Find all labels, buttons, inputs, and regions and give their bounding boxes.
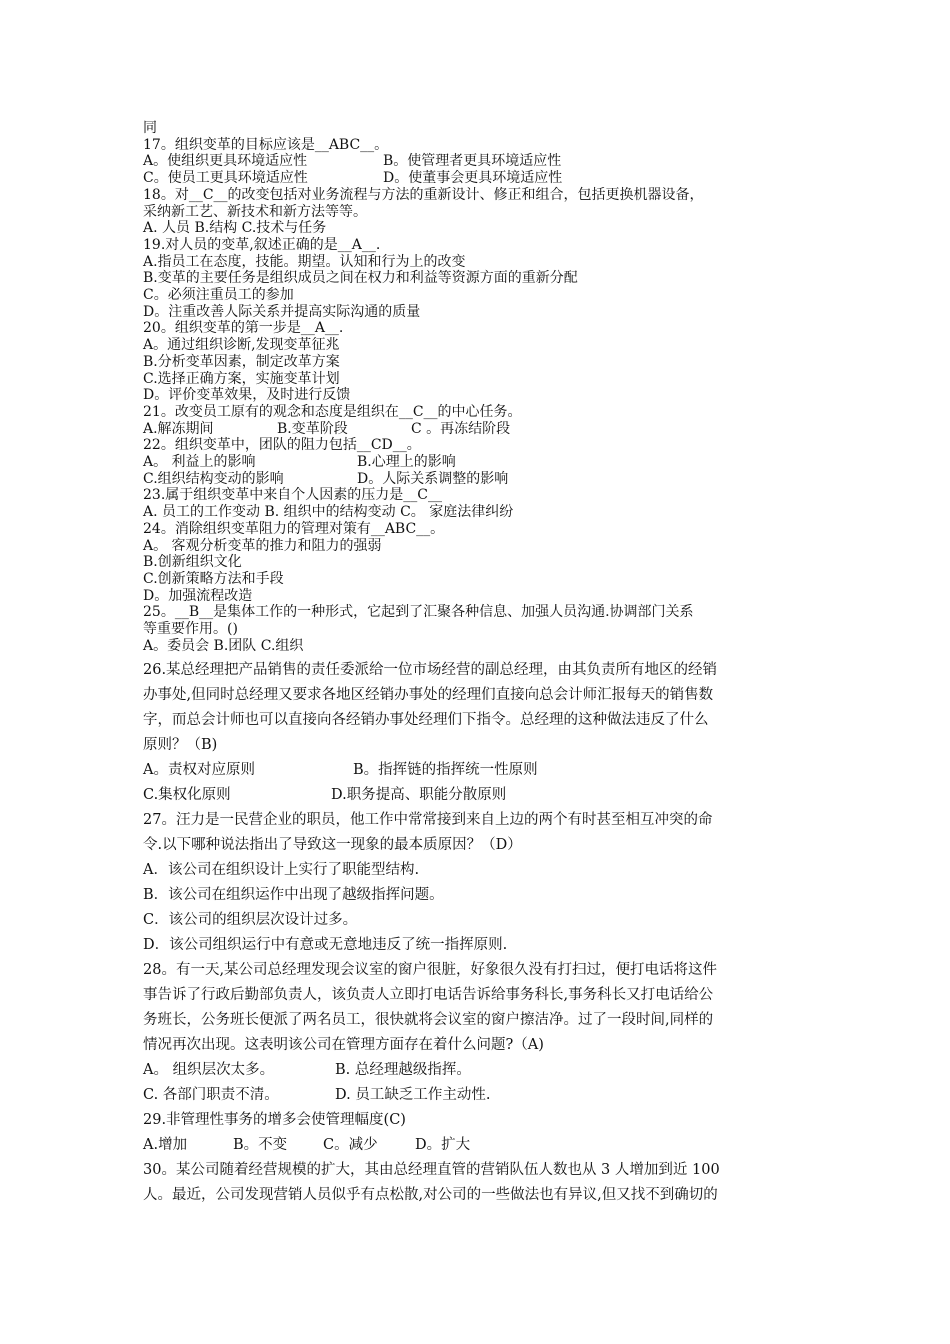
q20-option-d: D。评价变革效果，及时进行反馈: [143, 387, 351, 404]
q24-stem: 24。消除组织变革阻力的管理对策有__ABC__。: [143, 520, 445, 537]
q26-stem-line3: 字，而总会计师也可以直接向各经销办事处经理们下指令。总经理的这种做法违反了什么: [143, 711, 709, 728]
q17-option-c: C。使员工更具环境适应性: [143, 170, 308, 187]
q26-options-row2: [143, 783, 818, 808]
q24-option-c: C.创新策略方法和手段: [143, 570, 284, 587]
q20-option-a: A。通过组织诊断,发现变革征兆: [143, 337, 340, 354]
q18-stem-line2: 采纳新工艺、新技术和新方法等等。: [143, 203, 367, 220]
q28-stem-line3: 务班长，公务班长便派了两名员工，很快就将会议室的窗户擦洁净。过了一段时间,同样的: [143, 1011, 714, 1028]
q29-stem: 29.非管理性事务的增多会使管理幅度(C): [143, 1111, 406, 1128]
q28-option-b: B. 总经理越级指挥。: [335, 1061, 471, 1078]
q26-stem-line2: 办事处,但同时总经理又要求各地区经销办事处的经理们直接向总会计师汇报每天的销售数: [143, 686, 714, 703]
document-page: [143, 120, 818, 1208]
q29-options: [143, 1133, 818, 1158]
q19-option-a: A.指员工在态度，技能。期望。认知和行为上的改变: [143, 253, 466, 270]
q17-options-row1: [143, 153, 818, 170]
q21-option-b: B.变革阶段: [277, 420, 348, 437]
q19-option-b: B.变革的主要任务是组织成员之间在权力和利益等资源方面的重新分配: [143, 270, 578, 287]
q17-options-row2: [143, 170, 818, 187]
q21-stem: 21。改变员工原有的观念和态度是组织在__C__的中心任务。: [143, 403, 522, 420]
line-continuation: 同: [143, 120, 157, 136]
q26-stem-line4: 原则？（B): [143, 736, 218, 753]
q25-options: A。委员会 B.团队 C.组织: [143, 637, 304, 654]
q21-option-a: A.解冻期间: [143, 420, 214, 437]
q26-options-row1: [143, 758, 818, 783]
q28-options-row1: [143, 1058, 818, 1083]
q26-option-d: D.职务提高、职能分散原则: [331, 786, 507, 803]
q26-stem-line1: 26.某总经理把产品销售的责任委派给一位市场经营的副总经理，由其负责所有地区的经销: [143, 661, 718, 678]
q28-option-d: D. 员工缺乏工作主动性.: [335, 1086, 491, 1103]
q18-stem-line1: 18。对__C__的改变包括对业务流程与方法的重新设计、修正和组合，包括更换机器设备，: [143, 186, 704, 203]
q19-option-d: D。注重改善人际关系并提高实际沟通的质量: [143, 303, 421, 320]
q27-option-b: B．该公司在组织运作中出现了越级指挥问题。: [143, 886, 444, 903]
q17-option-b: B。使管理者更具环境适应性: [383, 153, 562, 170]
q22-options-row2: [143, 471, 818, 488]
q17-option-d: D。使董事会更具环境适应性: [383, 170, 563, 187]
q29-option-c: C。减少: [323, 1136, 378, 1153]
q23-stem: 23.属于组织变革中来自个人因素的压力是__C__: [143, 487, 442, 504]
q20-option-b: B.分析变革因素，制定改革方案: [143, 353, 340, 370]
q28-options-row2: [143, 1083, 818, 1108]
q21-option-c: C 。再冻结阶段: [411, 420, 511, 437]
q22-option-b: B.心理上的影响: [357, 454, 456, 471]
q24-option-a: A。 客观分析变革的推力和阻力的强弱: [143, 537, 382, 554]
q21-options: [143, 421, 818, 438]
q30-stem-line2: 人。最近，公司发现营销人员似乎有点松散,对公司的一些做法也有异议,但又找不到确切的: [143, 1186, 718, 1203]
q23-options: A. 员工的工作变动 B. 组织中的结构变动 C。 家庭法律纠纷: [143, 504, 514, 521]
q26-option-c: C.集权化原则: [143, 786, 231, 803]
q29-option-b: B。不变: [233, 1136, 288, 1153]
q19-option-c: C。必须注重员工的参加: [143, 287, 294, 304]
q27-option-a: A．该公司在组织设计上实行了职能型结构.: [143, 861, 420, 878]
q17-stem: 17。组织变革的目标应该是__ABC__。: [143, 136, 389, 153]
q27-stem-line2: 令.以下哪种说法指出了导致这一现象的最本质原因？（D）: [143, 836, 522, 853]
q22-option-c: C.组织结构变动的影响: [143, 470, 284, 487]
q28-stem-line2: 事告诉了行政后勤部负责人，该负责人立即打电话告诉给事务科长,事务科长又打电话给公: [143, 986, 714, 1003]
q19-stem: 19.对人员的变革,叙述正确的是__A__.: [143, 236, 381, 253]
q29-option-a: A.增加: [143, 1136, 188, 1153]
q28-stem-line4: 情况再次出现。这表明该公司在管理方面存在着什么问题?（A): [143, 1036, 544, 1053]
q22-option-d: D。人际关系调整的影响: [357, 470, 509, 487]
q30-stem-line1: 30。某公司随着经营规模的扩大，其由总经理直管的营销队伍人数也从 3 人增加到近 100: [143, 1161, 720, 1178]
q26-option-b: B。指挥链的指挥统一性原则: [353, 761, 538, 778]
q25-stem-line1: 25。__B__是集体工作的一种形式，它起到了汇聚各种信息、加强人员沟通.协调部门关系: [143, 604, 694, 621]
q25-stem-line2: 等重要作用。(): [143, 621, 238, 638]
q28-option-a: A。 组织层次太多。: [143, 1061, 275, 1078]
q27-option-d: D．该公司组织运行中有意或无意地违反了统一指挥原则.: [143, 936, 508, 953]
q26-option-a: A。责权对应原则: [143, 761, 255, 778]
q20-stem: 20。组织变革的第一步是__A__.: [143, 320, 344, 337]
q20-option-c: C.选择正确方案，实施变革计划: [143, 370, 340, 387]
q22-options-row1: [143, 454, 818, 471]
q28-stem-line1: 28。有一天,某公司总经理发现会议室的窗户很脏，好象很久没有打扫过，便打电话将这件: [143, 961, 718, 978]
q22-option-a: A。 利益上的影响: [143, 454, 256, 471]
q27-stem-line1: 27。汪力是一民营企业的职员，他工作中常常接到来自上边的两个有时甚至相互冲突的命: [143, 811, 713, 828]
q17-option-a: A。使组织更具环境适应性: [143, 153, 308, 170]
q28-option-c: C. 各部门职责不清。: [143, 1086, 279, 1103]
q27-option-c: C．该公司的组织层次设计过多。: [143, 911, 358, 928]
q24-option-b: B.创新组织文化: [143, 554, 242, 571]
q29-option-d: D。扩大: [415, 1136, 471, 1153]
q24-option-d: D。加强流程改造: [143, 587, 253, 604]
q18-options: A. 人员 B.结构 C.技术与任务: [143, 220, 327, 237]
q22-stem: 22。组织变革中，团队的阻力包括__CD__。: [143, 437, 421, 454]
